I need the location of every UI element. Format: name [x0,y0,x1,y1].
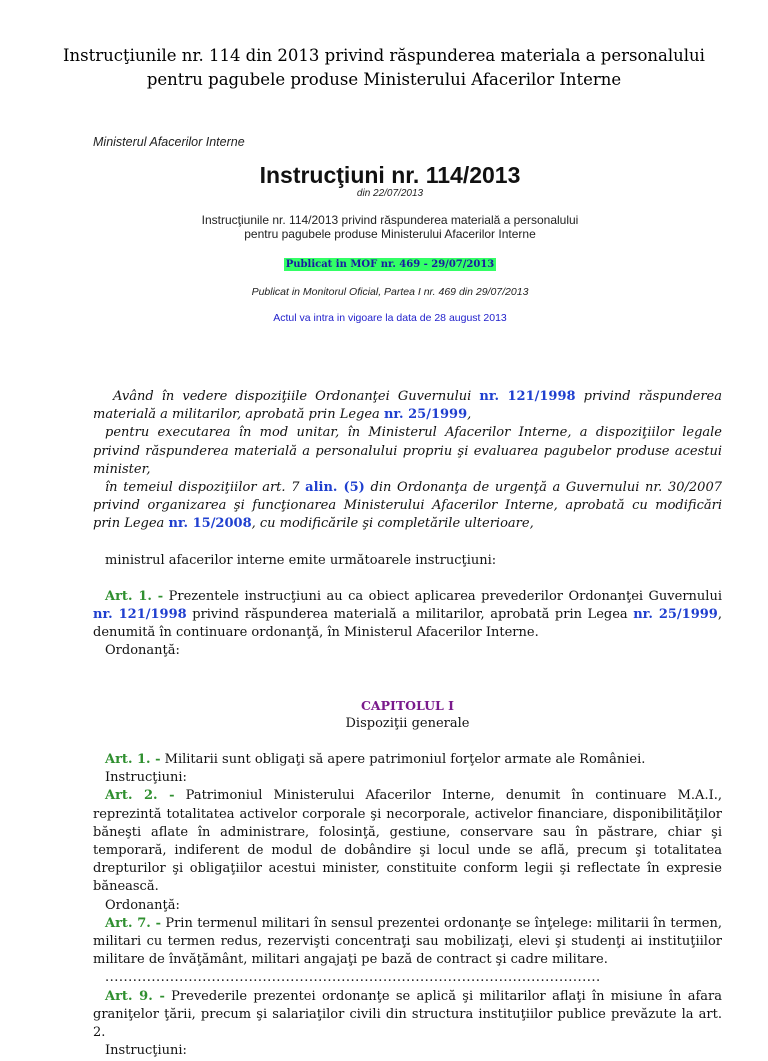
article-label: Art. 9. - [105,988,165,1004]
ordonanta-label: Ordonanţă: [105,643,180,659]
instructiuni-label: Instrucţiuni: [105,1043,187,1059]
act-title: Instrucţiuni nr. 114/2013 [259,162,521,188]
article-2: Art. 2. - Patrimoniul Ministerului Afacerilor Interne, denumit în continuare M.A.I., reprezintă totalitatea activelor corporale şi necorporale, activelor financiare, disponibilităţilor băneşti aflate în administrare, folosinţă, gestiune, conservare sau în păstrare, chiar şi temporară, indiferent de modul de dobândire şi locul unde se află, precum şi totalitatea drepturilor şi obligaţiilor acestui minister, constituite conform legii şi reflectate în expresie bănească. [93,788,722,895]
act-body [93,388,722,1061]
issuing-statement: ministrul afacerilor interne emite următoarele instrucţiuni: [105,552,497,568]
effective-date-note: Actul va intra in vigoare la data de 28 august 2013 [273,312,507,324]
ordonanta-label: Ordonanţă: [105,897,180,913]
ellipsis-separator: ........................................................................................................... [105,970,601,986]
link-lege-15-2008[interactable]: nr. 15/2008 [168,516,252,532]
instructiuni-label: Instrucţiuni: [105,770,187,786]
link-lege-25-1999[interactable]: nr. 25/1999 [633,607,718,623]
document-title: Instrucţiunile nr. 114 din 2013 privind răspunderea materiala a personalului pentru pagubele produse Ministerului Afacerilor Interne [63,46,705,89]
link-alin-5[interactable]: alin. (5) [305,480,365,496]
mof-publication-badge[interactable]: Publicat in MOF nr. 469 - 29/07/2013 [285,259,495,270]
chapter-subtitle: Dispoziţii generale [345,715,470,731]
article-1: Art. 1. - Militarii sunt obligaţi să apere patrimoniul forţelor armate ale României. [105,752,646,768]
article-1-intro: Art. 1. - Prezentele instrucţiuni au ca obiect aplicarea prevederilor Ordonanţei Guvernului nr. 121/1998 privind răspunderea materială a militarilor, aprobată prin Legea nr. 25/1999, denumită în continuare ordonanţă, în Ministerul Afacerilor Interne. [93,588,722,641]
preamble-paragraph-3: în temeiul dispoziţiilor art. 7 alin. (5) din Ordonanţa de urgenţă a Guvernului nr. 30/2007 privind organizarea şi funcţionarea Ministerului Afacerilor Interne, aprobată cu modificări prin Legea nr. 15/2008, cu modificările şi completările ulterioare, [93,480,722,532]
article-label: Art. 1. - [105,588,164,604]
publication-note: Publicat in Monitorul Oficial, Partea I nr. 469 din 29/07/2013 [251,286,529,298]
act-summary: Instrucţiunile nr. 114/2013 privind răspunderea materială a personalului pentru pagubele produse Ministerului Afacerilor Interne [201,213,579,241]
article-label: Art. 1. - [105,752,161,768]
link-og-121-1998[interactable]: nr. 121/1998 [93,607,187,623]
preamble-paragraph-1: Având în vedere dispoziţiile Ordonanţei Guvernului nr. 121/1998 privind răspunderea materială a militarilor, aprobată prin Legea nr. 25/1999, [93,389,722,423]
link-og-121-1998[interactable]: nr. 121/1998 [479,389,576,404]
article-9: Art. 9. - Prevederile prezentei ordonanţe se aplică şi militarilor aflaţi în misiune în afara graniţelor ţării, precum şi salariaţilor civili din structura instituţiilor publice prevăzute la art. 2. [93,988,722,1041]
chapter-title: CAPITOLUL I [360,697,455,713]
article-label: Art. 7. - [105,915,161,931]
act-date: din 22/07/2013 [356,188,424,199]
preamble-paragraph-2: pentru executarea în mod unitar, în Ministerul Afacerilor Interne, a dispoziţiilor legale privind răspunderea materială a personalului propriu şi evaluarea pagubelor produse acestui minister, [93,425,722,477]
article-label: Art. 2. - [105,788,175,804]
link-lege-25-1999[interactable]: nr. 25/1999 [383,407,468,423]
act-header [190,160,590,324]
issuer-label: Ministerul Afacerilor Interne [93,135,245,149]
article-7: Art. 7. - Prin termenul militari în sensul prezentei ordonanţe se înţelege: militarii în termen, militari cu termen redus, rezervişti concentraţi sau mobilizaţi, elevi şi studenţi ai instituţiilor militare de învăţământ, militari angajaţi pe bază de contract şi cadre militare. [93,915,722,968]
